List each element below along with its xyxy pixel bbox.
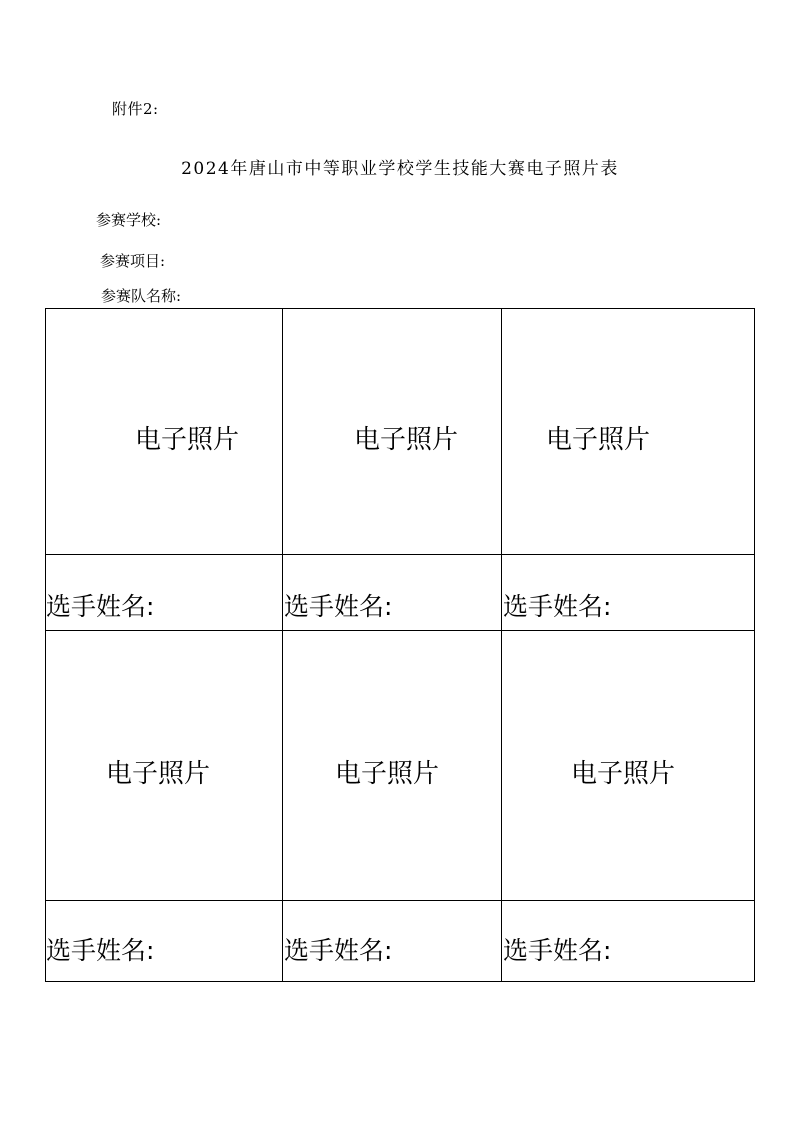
document-title: 2024年唐山市中等职业学校学生技能大赛电子照片表: [181, 159, 619, 179]
photo-placeholder: 电子照片: [546, 425, 651, 455]
contestant-name-label: 选手姓名:: [46, 592, 155, 621]
contestant-name-label: 选手姓名:: [46, 936, 155, 965]
contestant-name-label: 选手姓名:: [284, 592, 393, 621]
photo-placeholder: 电子照片: [106, 759, 211, 789]
photo-table: [45, 308, 755, 982]
photo-placeholder: 电子照片: [335, 759, 440, 789]
school-label: 参赛学校:: [96, 211, 162, 229]
team-label: 参赛队名称:: [101, 287, 182, 305]
attachment-label: 附件2:: [112, 100, 159, 118]
row-divider: [46, 554, 754, 555]
photo-placeholder: 电子照片: [354, 425, 459, 455]
row-divider: [46, 630, 754, 631]
contestant-name-label: 选手姓名:: [284, 936, 393, 965]
column-divider: [282, 309, 283, 981]
row-divider: [46, 900, 754, 901]
contestant-name-label: 选手姓名:: [503, 592, 612, 621]
contestant-name-label: 选手姓名:: [503, 936, 612, 965]
event-label: 参赛项目:: [100, 252, 166, 270]
photo-placeholder: 电子照片: [135, 425, 240, 455]
photo-placeholder: 电子照片: [571, 759, 676, 789]
column-divider: [501, 309, 502, 981]
